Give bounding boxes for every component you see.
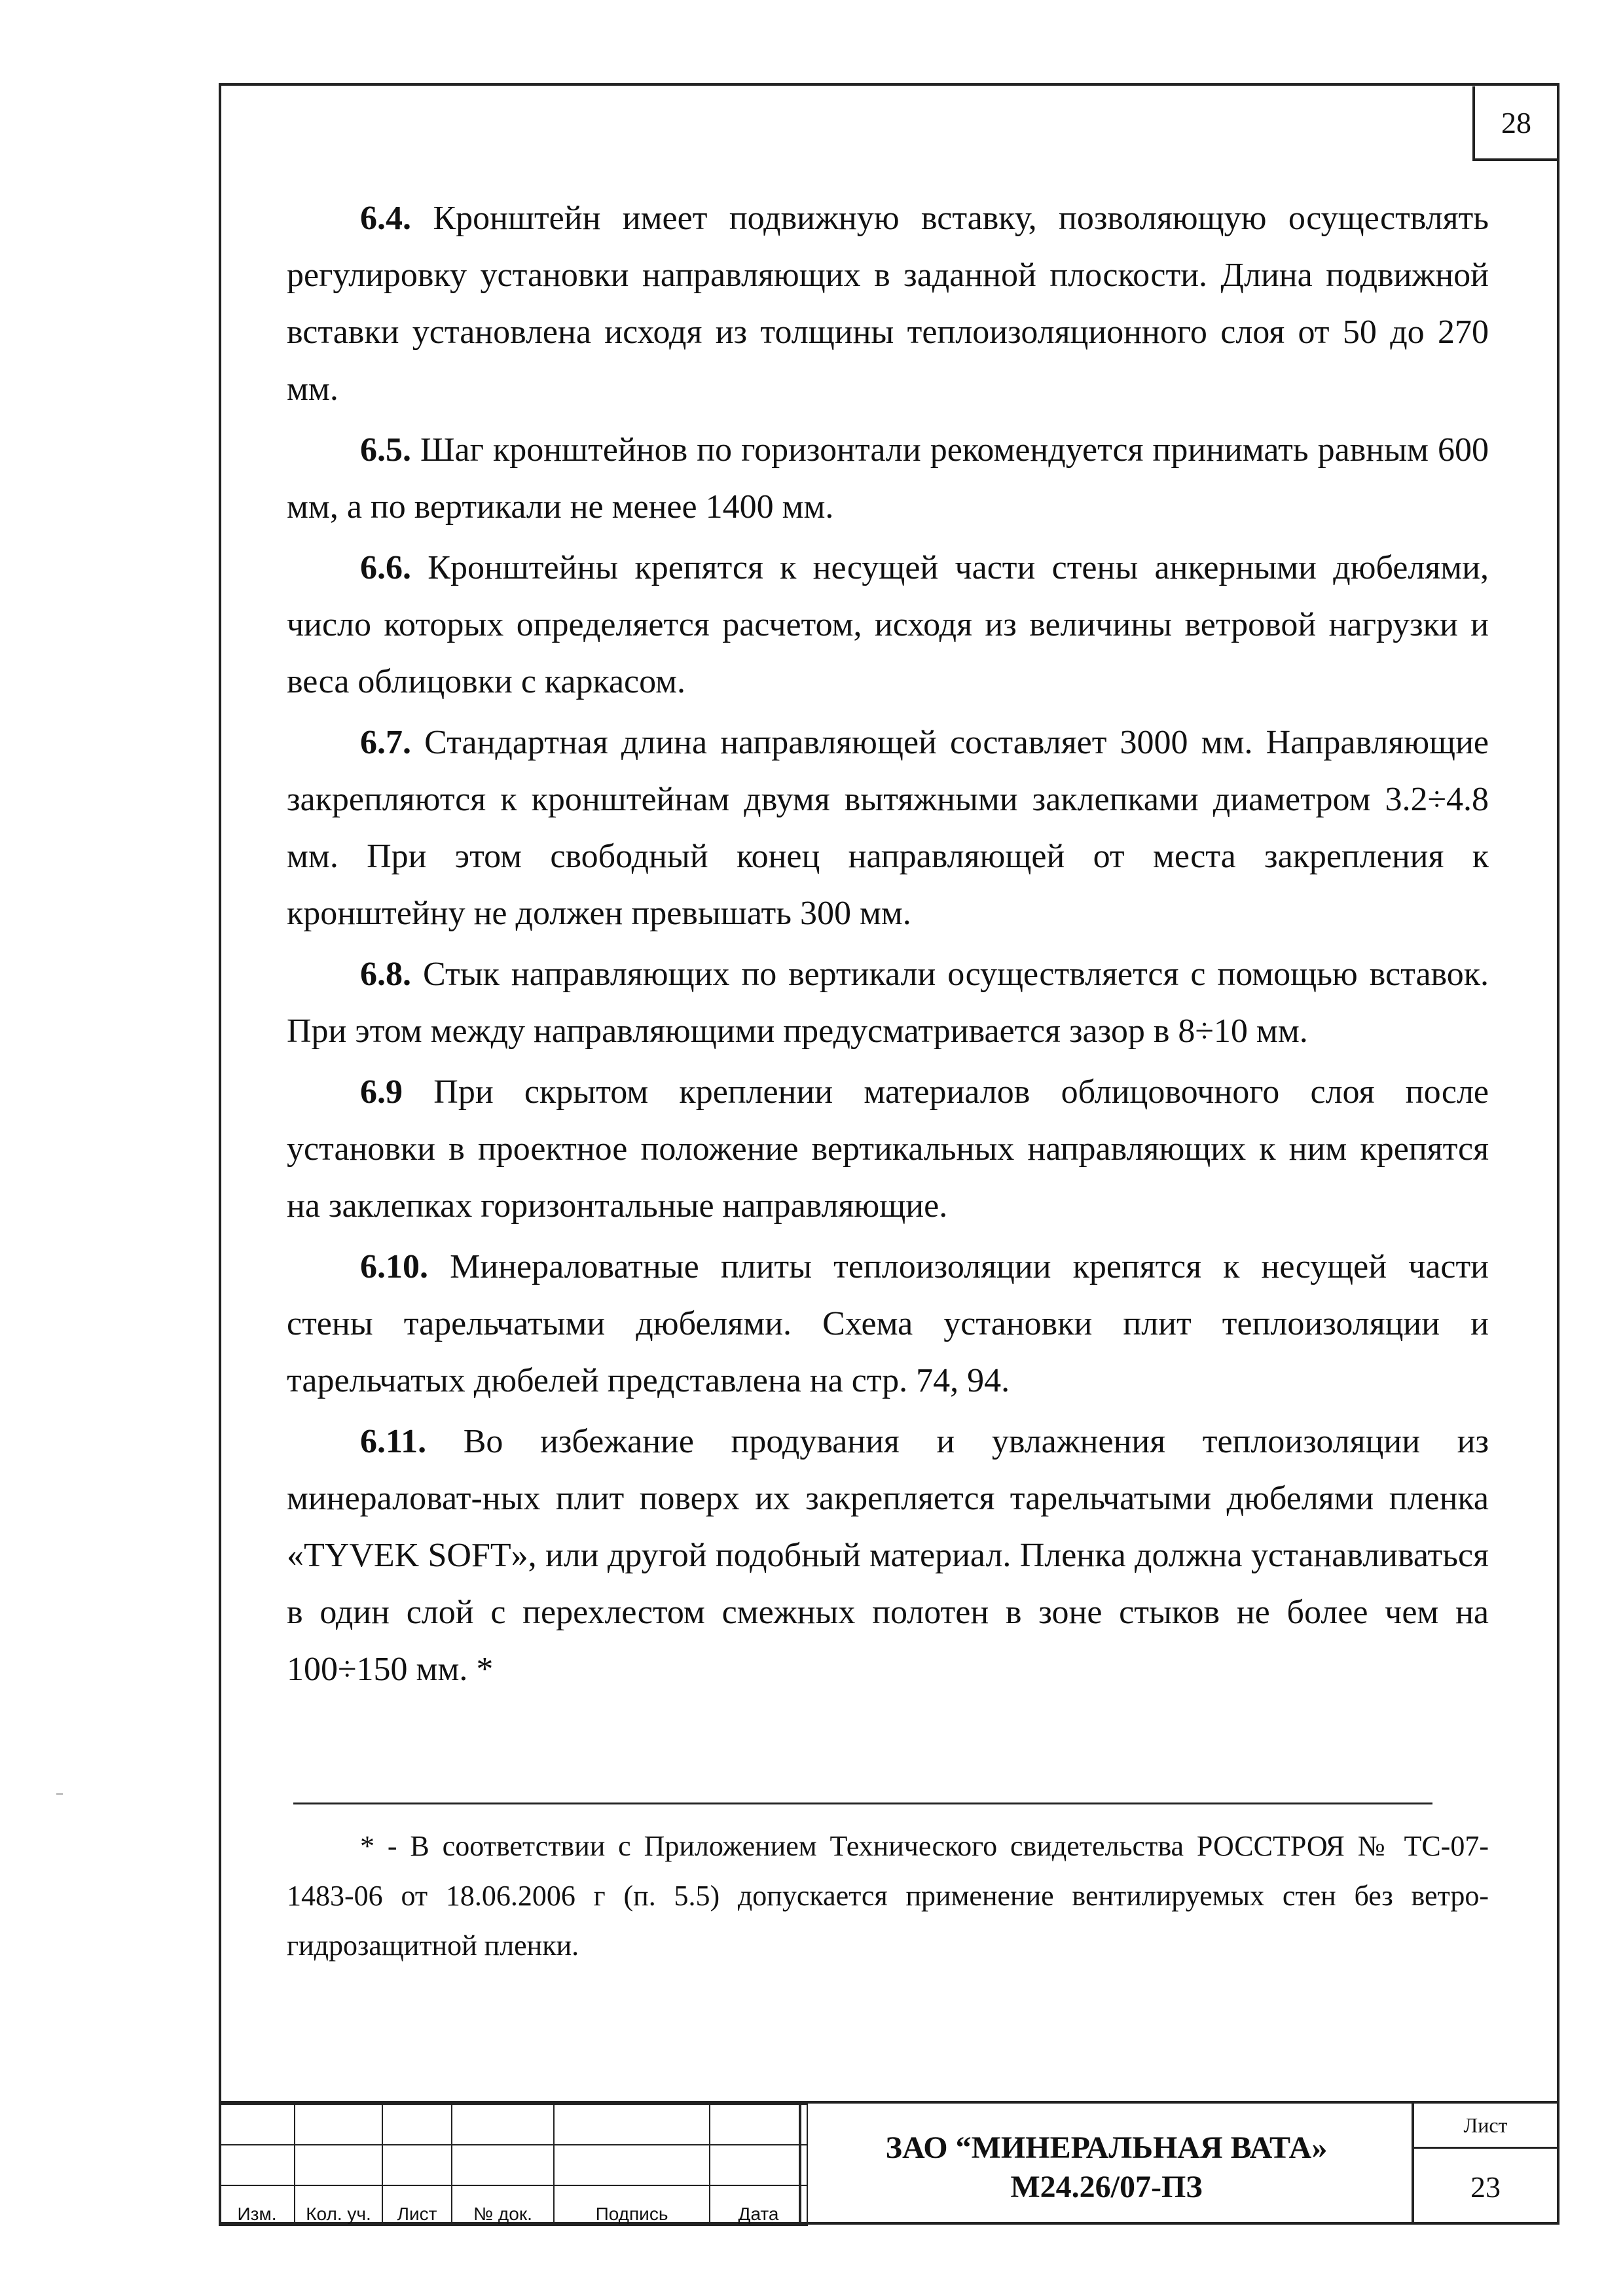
clause-text: Шаг кронштейнов по горизонтали рекомендуется принимать равным 600 мм, а по вертикали не менее 1400 мм. [287, 431, 1489, 526]
clause-text: Во избежание продувания и увлажнения теплоизоляции из минераловат-ных плит поверх их закрепляется тарельчатыми дюбелями пленка «TYVEK SOFT», или другой подобный материал. Пленка должна устанавливаться в один слой с перехлестом смежных полотен в зоне стыков не более чем на 100÷150 мм. * [287, 1423, 1489, 1688]
clause-number: 6.4. [360, 200, 411, 237]
clause-text: Стандартная длина направляющей составляет 3000 мм. Направляющие закрепляются к кронштейнам двумя вытяжными заклепками диаметром 3.2÷4.8 мм. При этом свободный конец направляющей от места закрепления к кронштейну не должен превышать 300 мм. [287, 724, 1489, 932]
scan-mark [56, 1793, 63, 1795]
paragraph-6-8 [287, 946, 1489, 1060]
header-kol-uch: Кол. уч. [295, 2185, 382, 2225]
paragraph-6-10 [287, 1238, 1489, 1409]
clause-number: 6.10. [360, 1248, 428, 1285]
paragraph-6-4 [287, 190, 1489, 418]
clause-text: Кронштейны крепятся к несущей части стены анкерными дюбелями, число которых определяется расчетом, исходя из величины ветровой нагрузки и веса облицовки с каркасом. [287, 549, 1489, 700]
clause-text: Кронштейн имеет подвижную вставку, позволяющую осуществлять регулировку установки направляющих в заданной плоскости. Длина подвижной вставки установлена исходя из толщины теплоизоляционного слоя от 50 до 270 мм. [287, 200, 1489, 408]
clause-number: 6.7. [360, 724, 411, 761]
header-signature: Подпись [554, 2185, 710, 2225]
stamp-title [799, 2104, 1414, 2225]
header-date: Дата [710, 2185, 807, 2225]
company-name: ЗАО “МИНЕРАЛЬНАЯ ВАТА» [885, 2130, 1328, 2165]
footnote: * - В соответствии с Приложением Технического свидетельства РОССТРОЯ № ТС-07-1483-06 от 18.06.2006 г (п. 5.5) допускается применение вентилируемых стен без ветро- гидрозащитной пленки. [287, 1830, 1489, 1962]
paragraph-6-7 [287, 714, 1489, 942]
document-body [287, 190, 1489, 1702]
header-doc-num: № док. [452, 2185, 554, 2225]
header-izm: Изм. [219, 2185, 295, 2225]
page-number: 28 [1472, 86, 1558, 161]
title-block [219, 2101, 1559, 2225]
clause-number: 6.11. [360, 1423, 427, 1460]
footnote-separator [293, 1803, 1432, 1804]
paragraph-6-5 [287, 422, 1489, 535]
clause-text: Стык направляющих по вертикали осуществляется с помощью вставок. При этом между направляющими предусматривается зазор в 8÷10 мм. [287, 956, 1489, 1050]
clause-number: 6.5. [360, 431, 411, 469]
sheet-label: Лист [1414, 2104, 1557, 2149]
paragraph-6-6 [287, 539, 1489, 710]
document-code: М24.26/07-ПЗ [1010, 2169, 1203, 2204]
sheet-cell [1414, 2104, 1557, 2225]
clause-text: При скрытом креплении материалов облицовочного слоя после установки в проектное положение вертикальных направляющих к ним крепятся на заклепках горизонтальные направляющие. [287, 1073, 1489, 1225]
sheet-number: 23 [1470, 2170, 1501, 2204]
header-list: Лист [382, 2185, 452, 2225]
paragraph-6-11 [287, 1413, 1489, 1698]
clause-number: 6.8. [360, 956, 411, 993]
clause-text: Минераловатные плиты теплоизоляции крепятся к несущей части стены тарельчатыми дюбелями. Схема установки плит теплоизоляции и тарельчатых дюбелей представлена на стр. 74, 94. [287, 1248, 1489, 1399]
clause-number: 6.9 [360, 1073, 403, 1111]
revision-table [219, 2104, 808, 2226]
paragraph-6-9 [287, 1064, 1489, 1234]
clause-number: 6.6. [360, 549, 411, 586]
